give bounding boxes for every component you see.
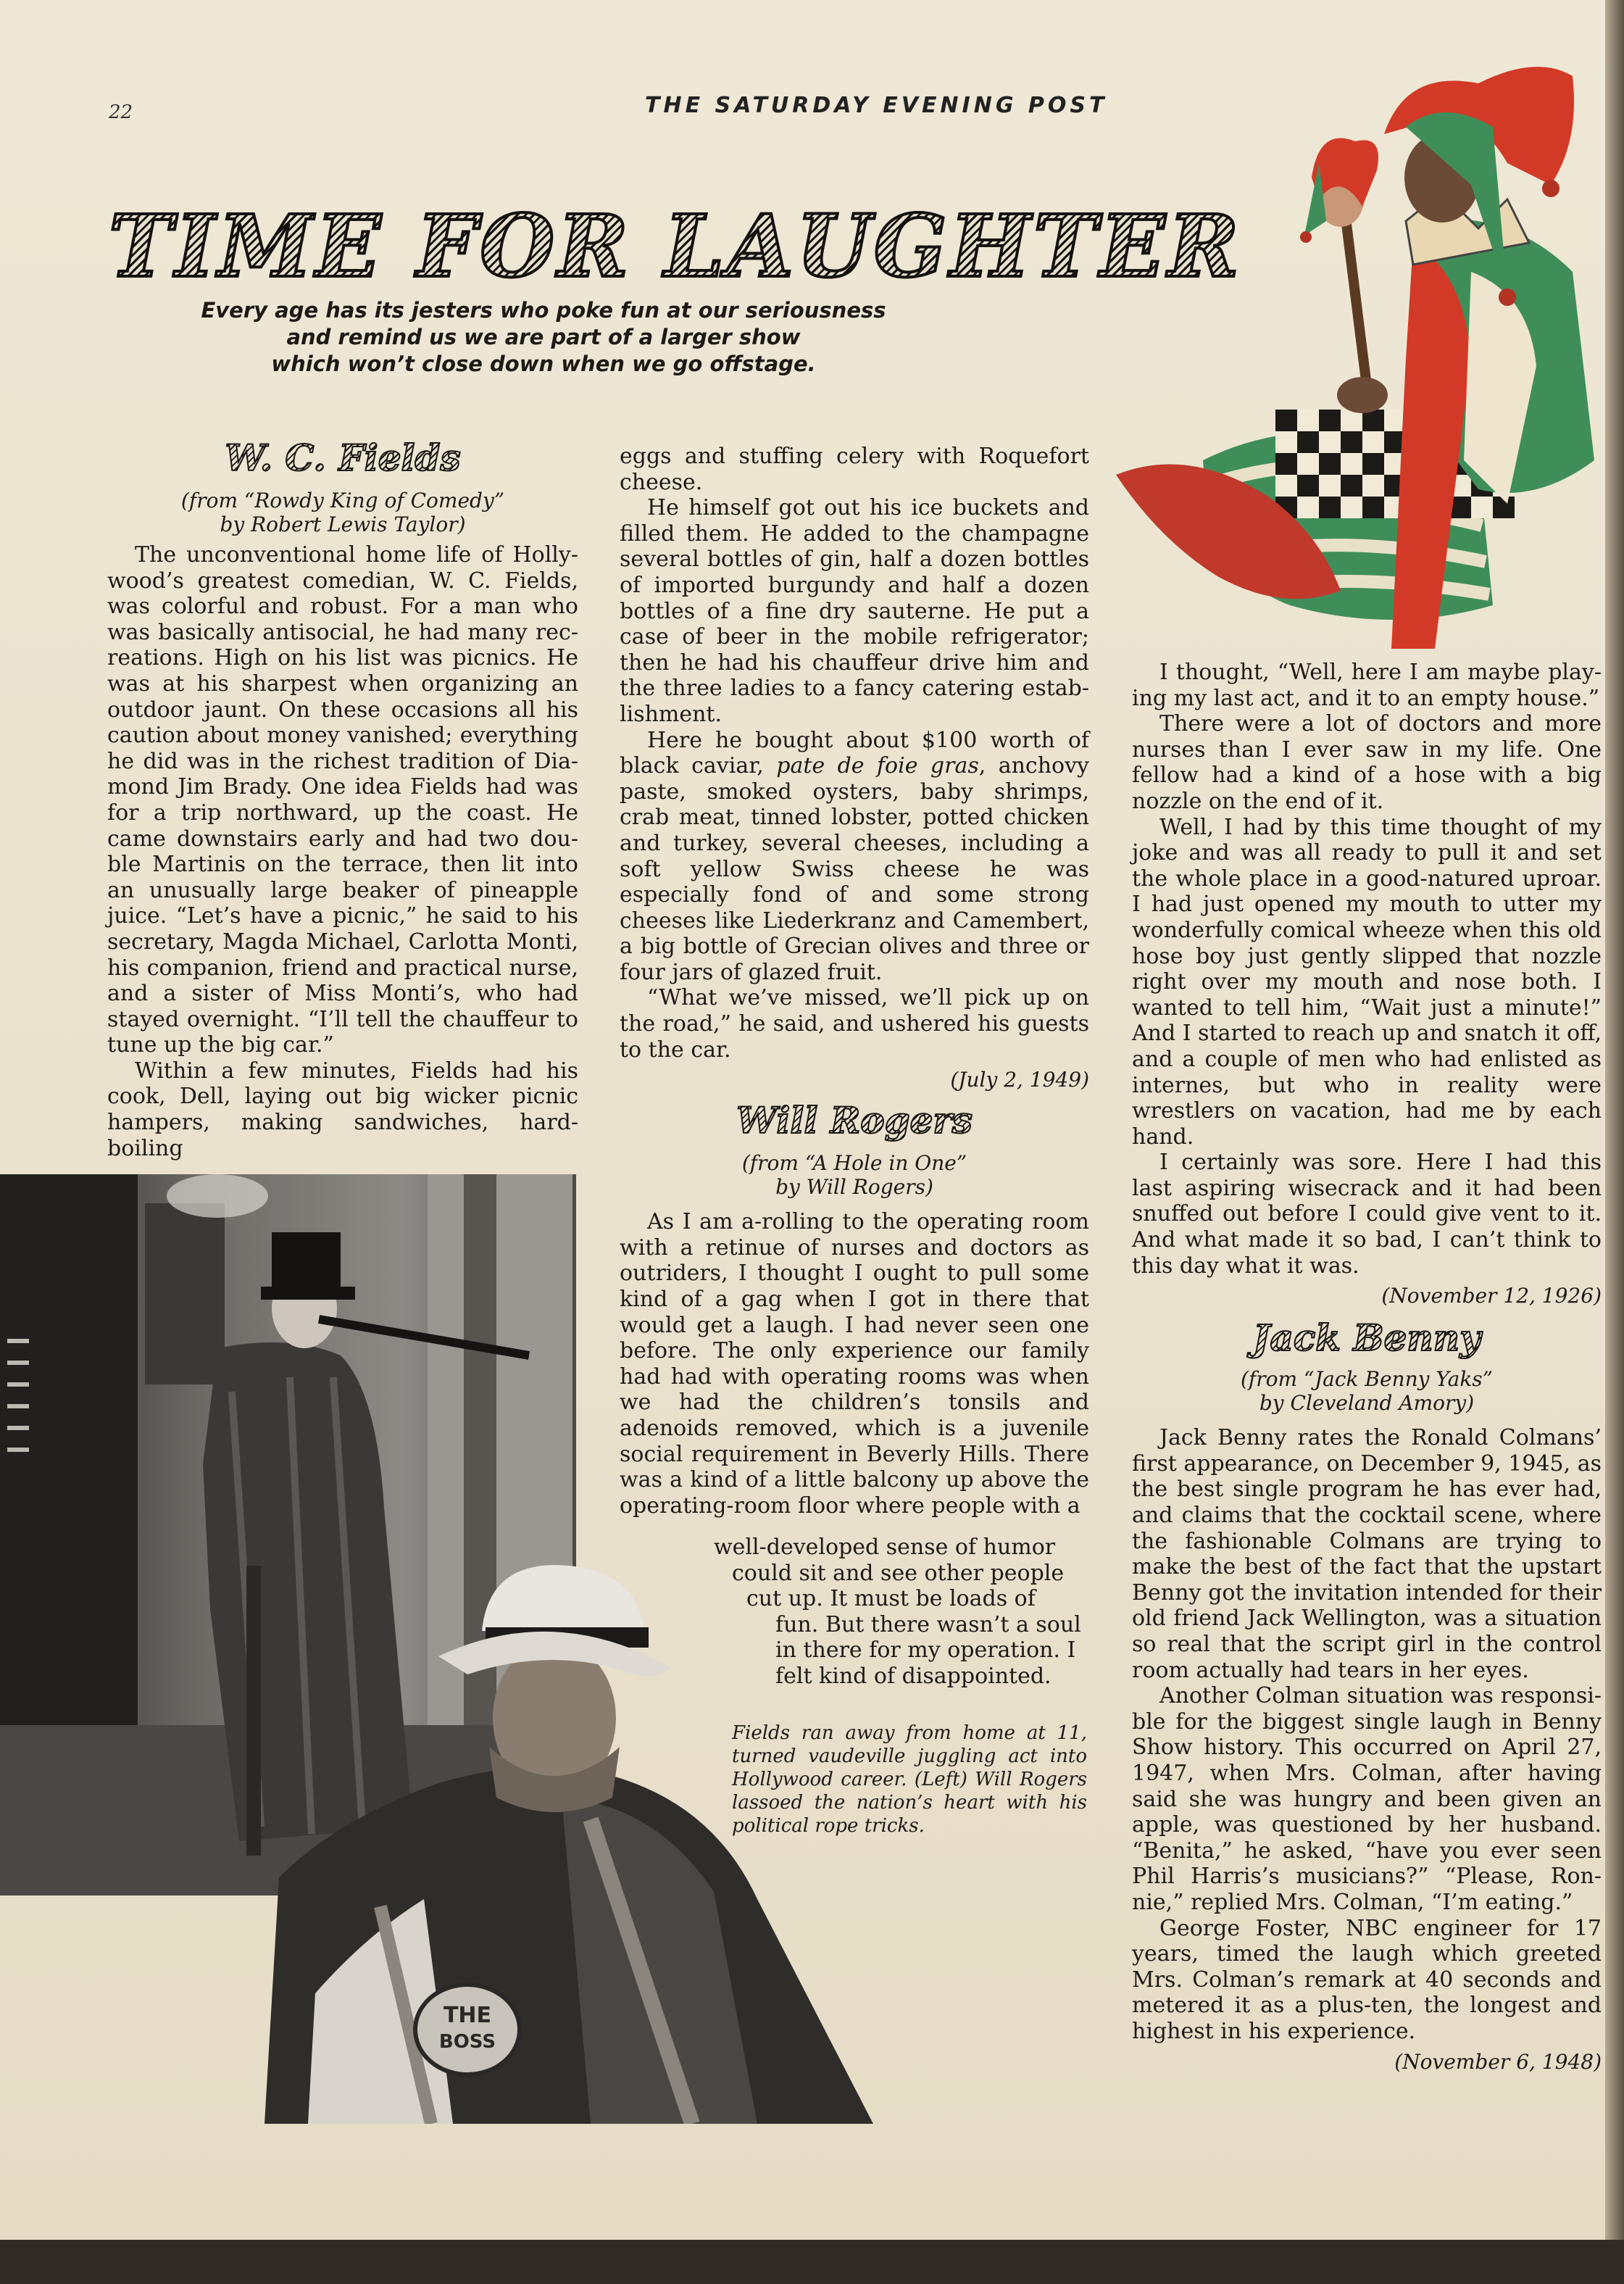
source-line: by Will Rogers) [775,1175,933,1200]
badge-text: BOSS [438,2031,496,2053]
date-line: (November 12, 1926) [1381,1284,1602,1308]
text-run: Here he bought about $100 worth of black caviar, [620,727,1089,779]
paragraph: There were a lot of doctors and more nurses than I ever saw in my life. One fellow had a kind of a hose with a big nozzle on the end of it. [1132,711,1602,814]
subtitle [181,297,906,378]
badge-text: THE [443,2003,492,2028]
source-line: (from “A Hole in One” [741,1151,967,1176]
text-run: , anchovy paste, smoked oysters, baby shrimps, crab meat, tinned lobster, potted chicken and turkey, several cheeses, including a soft yellow Swiss cheese he was especially fond of and some strong cheeses like Liederkranz and Camembert, a big bottle of Grecian olives and three or four jars of glazed fruit. [620,753,1089,985]
text-line: in there for my operation. I [775,1637,1076,1664]
date-line: (November 6, 1948) [1394,2049,1602,2074]
section-heading-benny: Jack Benny [1132,1316,1602,1360]
paragraph: George Foster, NBC engineer for 17 years, timed the laugh which greeted Mrs. Colman’s remark at 40 seconds and metered it as a plus-ten, the longest and highest in his experience. [1132,1915,1602,2044]
paragraph: eggs and stuffing celery with Roquefort cheese. [620,444,1089,495]
middle-column [620,444,1089,1519]
paragraph: I thought, “Well, here I am maybe playing my last act, and it to an empty house.” [1132,660,1602,711]
page-title: TIME FOR LAUGHTER [109,196,1242,296]
text-line: felt kind of disappointed. [775,1663,1052,1689]
paragraph [620,728,1089,986]
text-run-italic: pate de foie gras [776,753,979,779]
source-line: by Cleveland Amory) [1259,1391,1475,1416]
paragraph: He himself got out his ice buckets and filled them. He added to the champagne several bottles of gin, half a dozen bottles of imported burgundy and half a dozen bottles of a fine dry sauterne. He put a case of beer in the mobile refrigerator; then he had his chauffeur drive him and the three ladies to a fancy catering establishment. [620,495,1089,727]
subtitle-line: which won’t close down when we go offstage. [271,352,816,376]
paragraph: Within a few minutes, Fields had his cook, Dell, laying out big wicker picnic hampers, making sandwiches, hard-boiling [107,1058,578,1161]
paragraph: Well, I had by this time thought of my joke and was all ready to pull it and set the whole place in a good-natured uproar. I had just opened my mouth to utter my wonderfully comical wheeze when this old hose boy just gently slipped that nozzle right over my mouth and nose both. I wanted to tell him, “Wait just a minute!” And I started to reach up and snatch it off, and a couple of men who had enlisted as internes, but who in reality were wrestlers on vacation, had me by each hand. [1132,814,1602,1150]
text-line: well-developed sense of humor [714,1535,1056,1560]
paragraph: I certainly was sore. Here I had this last aspiring wisecrack and it had been snuffed out before I could give vent to it. And what made it so bad, I can’t think to this day what it was. [1132,1150,1602,1279]
source-line: (from “Rowdy King of Comedy” [180,489,505,512]
subtitle-line: Every age has its jesters who poke fun at our seriousness [201,298,886,323]
subtitle-line: and remind us we are part of a larger show [286,325,801,349]
right-column [1132,660,1602,2075]
text-line: cut up. It must be loads of [746,1586,1036,1612]
text-line: fun. But there wasn’t a soul [775,1611,1081,1637]
paragraph: Jack Benny rates the Ronald Colmans’ first appearance, on December 9, 1945, as the best single program he has ever had, and claims that the cocktail scene, where the fashionable Colmans are trying to make the best of the fact that the upstart Benny got the invitation intended for their old friend Jack Wellington, was a situation so real that the script girl in the control room actually had tears in her eyes. [1132,1425,1602,1683]
paragraph: As I am a-rolling to the operating room with a retinue of nurses and doctors as outriders, I thought I ought to pull some kind of a gag when I got in there that would get a laugh. I had never seen one before. The only experience our family had had with operating rooms was when we had the children’s tonsils and adenoids removed, which is a juvenile social requirement in Beverly Hills. There was a kind of a little balcony up above the operating-room floor where people with a [620,1209,1089,1519]
background-band [0,2240,1624,2284]
paragraph: The unconventional home life of Hollywood’s greatest comedian, W. C. Fields, was colorful and robust. For a man who was basically antisocial, he had many recreations. High on his list was picnics. He was at his sharpest when organizing an outdoor jaunt. On these occasions all his caution about money vanished; everything he did was in the richest tradition of Diamond Jim Brady. One idea Fields had was for a trip northward, up the coast. He came downstairs early and had two double Martinis on the terrace, then lit into an unusually large beaker of pineapple juice. “Let’s have a picnic,” he said to his secretary, Magda Michael, Carlotta Monti, his companion, friend and practical nurse, and a sister of Miss Monti’s, who had stayed overnight. “I’ll tell the chauffeur to tune up the big car.” [107,542,578,1058]
masthead: THE SATURDAY EVENING POST [645,93,1108,118]
section-heading-fields: W. C. Fields [107,436,578,480]
date-line: (July 2, 1949) [950,1068,1089,1092]
source-line: (from “Jack Benny Yaks” [1241,1367,1493,1392]
paragraph: Another Colman situation was responsible for the biggest single laugh in Benny Show history. This occurred on April 27, 1947, when Mrs. Colman, after having said she was hungry and been given an apple, was questioned by her husband. “Benita,” he asked, “have you ever seen Phil Harris’s musicians?” “Please, Ronnie,” replied Mrs. Colman, “I’m eating.” [1132,1683,1602,1915]
source-line: by Robert Lewis Taylor) [220,512,466,536]
section-heading-rogers: Will Rogers [620,1099,1089,1142]
page-number: 22 [109,101,133,123]
jester-illustration [1102,54,1609,649]
paragraph: “What we’ve missed, we’ll pick up on the road,” he said, and ushered his guests to the car. [620,985,1089,1063]
fields-column [107,436,578,1161]
text-line: could sit and see other people [732,1560,1065,1586]
rogers-continued [714,1535,1091,1690]
photo-caption: Fields ran away from home at 11, turned vaudeville juggling act into Hollywood career. (Left) Will Rogers lassoed the nation’s heart with his political rope tricks. [732,1722,1087,1837]
